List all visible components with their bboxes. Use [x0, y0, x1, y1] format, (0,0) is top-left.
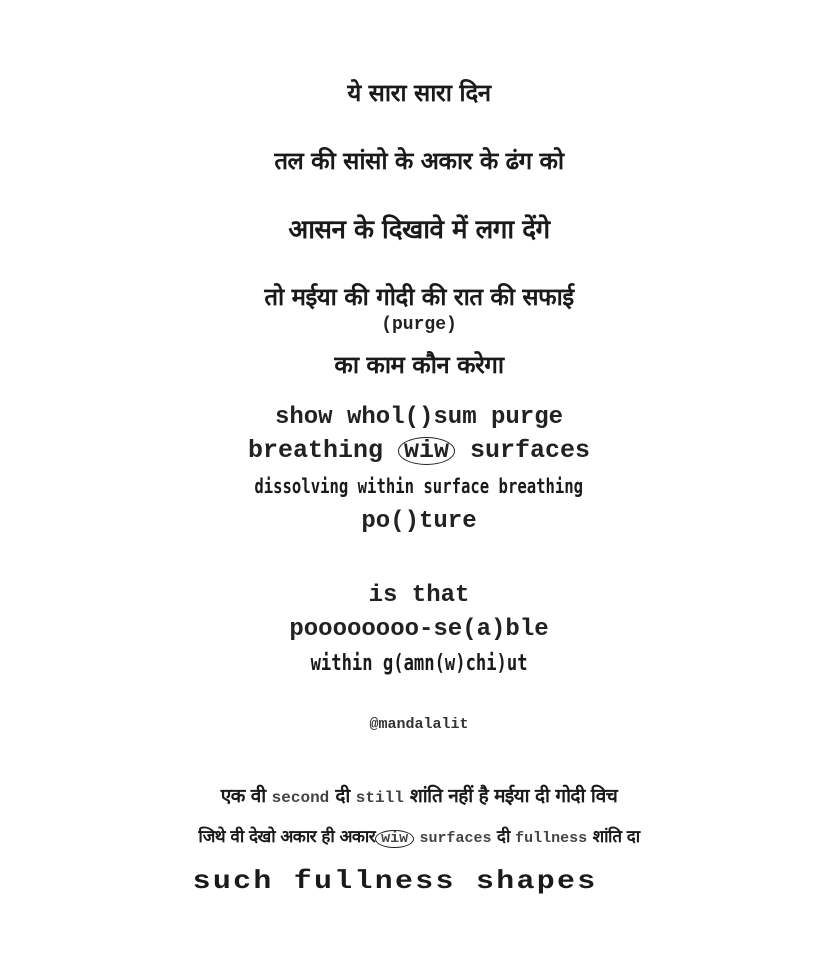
hindi-line-1: ये सारा सारा दिन [347, 79, 491, 107]
author-handle: @mandalalit [369, 716, 469, 733]
hindi-line-3: आसन के दिखावे में लगा देंगे [288, 215, 550, 245]
english-line-3-wrap [0, 474, 838, 498]
mixed-line-1-e: शांति नहीं है मईया दी गोदी विच [409, 785, 618, 807]
english-line-6: poooooooo-se(a)ble [289, 616, 549, 643]
mixed-line-1 [0, 782, 838, 808]
mixed-line-2-e: शांति दा [592, 827, 640, 847]
circled-wiw: wiw [398, 437, 455, 465]
english-line-5: is that [368, 582, 470, 609]
english-line-2 [0, 436, 838, 465]
mixed-line-1-b: second [271, 789, 330, 807]
mixed-line-1-c: दी [335, 785, 350, 807]
english-line-4: po()ture [361, 508, 477, 535]
hindi-line-4: तो मईया की गोदी की रात की सफाई [264, 283, 574, 311]
mixed-line-2 [0, 824, 838, 848]
english-line-2-pre: breathing [247, 436, 383, 465]
mixed-line-1-a: एक वी [220, 785, 266, 807]
purge-gloss: (purge) [381, 315, 457, 335]
mixed-circled-wiw: wiw [375, 830, 414, 848]
english-line-7-wrap [0, 651, 838, 676]
mixed-line-2-b: surfaces [419, 830, 492, 847]
mixed-line-2-a: जिथे वी देखो अकार ही अकार [198, 827, 376, 847]
closing-line-wrap [0, 866, 814, 896]
english-line-3: dissolving within surface breathing [254, 474, 584, 498]
mixed-line-1-d: still [355, 789, 404, 807]
hindi-line-2: तल की सांसो के अकार के ढंग को [274, 147, 564, 175]
hindi-line-5: का काम कौन करेगा [334, 351, 504, 379]
english-line-2-post: surfaces [470, 436, 591, 465]
english-line-1: show whol()sum purge [274, 404, 564, 431]
english-line-7: within g(amn(w)chi)ut [310, 651, 528, 676]
closing-line: such fullness shapes [192, 866, 598, 896]
mixed-line-2-c: दी [496, 827, 510, 847]
mixed-line-2-d: fullness [515, 830, 588, 847]
